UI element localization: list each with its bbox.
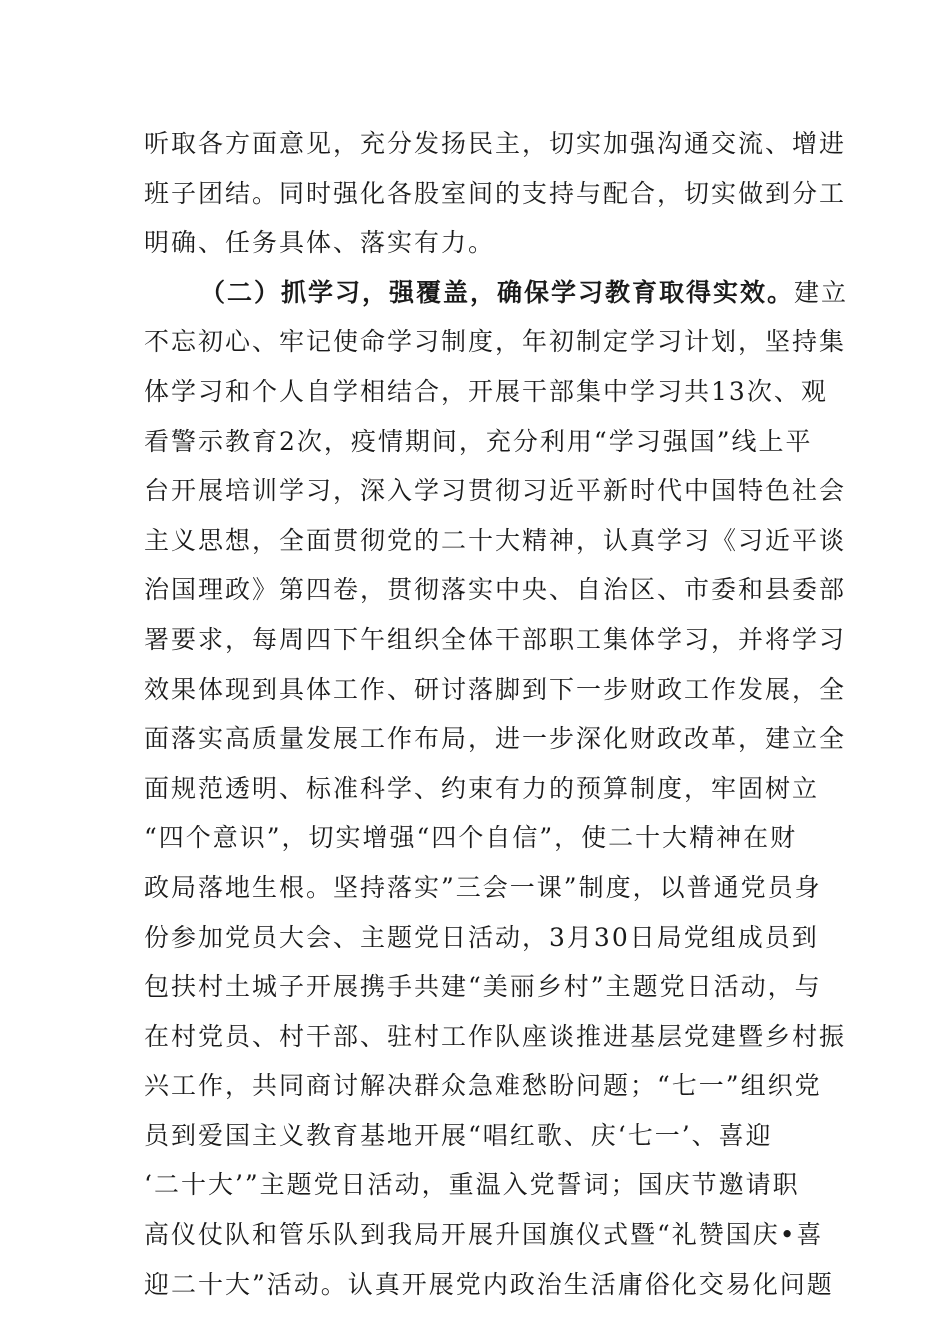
text-line: 面落实高质量发展工作布局，进一步深化财政改革，建立全 [144, 724, 847, 754]
text-line: 员到爱国主义教育基地开展“唱红歌、庆‘七一’、喜迎 [144, 1120, 773, 1150]
text-line: 署要求，每周四下午组织全体干部职工集体学习，并将学习 [144, 624, 847, 654]
section-line-rest: 建立 [794, 277, 849, 307]
text-line: 效果体现到具体工作、研讨落脚到下一步财政工作发展，全 [144, 674, 847, 704]
text-line: 包扶村土城子开展携手共建“美丽乡村”主题党日活动，与 [144, 972, 822, 1002]
text-line: 主义思想，全面贯彻党的二十大精神，认真学习《习近平谈 [144, 525, 847, 555]
text-line: 在村党员、村干部、驻村工作队座谈推进基层党建暨乡村振 [144, 1021, 847, 1051]
text-line: 听取各方面意见，充分发扬民主，切实加强沟通交流、增进 [144, 129, 847, 158]
text-line: “四个意识”，切实增强“四个自信”，使二十大精神在财 [144, 823, 798, 853]
text-line: 台开展培训学习，深入学习贯彻习近平新时代中国特色社会 [144, 476, 847, 506]
text-line: 看警示教育2次，疫情期间，充分利用“学习强国”线上平 [144, 426, 813, 456]
text-line: 份参加党员大会、主题党日活动，3月30日局党组成员到 [144, 922, 819, 952]
text-line: 体学习和个人自学相结合，开展干部集中学习共13次、观 [144, 376, 828, 406]
text-line: 面规范透明、标准科学、约束有力的预算制度，牢固树立 [144, 773, 820, 803]
body-text [144, 119, 849, 1309]
text-line: 迎二十大”活动。认真开展党内政治生活庸俗化交易化问题 [144, 1269, 834, 1299]
text-line: 高仪仗队和管乐队到我局开展升国旗仪式暨“礼赞国庆•喜 [144, 1220, 824, 1250]
text-line: 兴工作，共同商讨解决群众急难愁盼问题；“七一”组织党 [144, 1071, 822, 1101]
text-line: 明确、任务具体、落实有力。 [144, 228, 496, 258]
section-heading: （二）抓学习，强覆盖，确保学习教育取得实效。 [200, 277, 795, 307]
section-heading-line [144, 268, 849, 318]
text-line: ‘二十大’”主题党日活动，重温入党誓词；国庆节邀请职 [144, 1170, 800, 1200]
text-line: 班子团结。同时强化各股室间的支持与配合，切实做到分工 [144, 178, 847, 208]
text-line: 治国理政》第四卷，贯彻落实中央、自治区、市委和县委部 [144, 575, 847, 605]
text-line: 不忘初心、牢记使命学习制度，年初制定学习计划，坚持集 [144, 327, 847, 357]
text-line: 政局落地生根。坚持落实”三会一课”制度，以普通党员身 [144, 872, 822, 902]
